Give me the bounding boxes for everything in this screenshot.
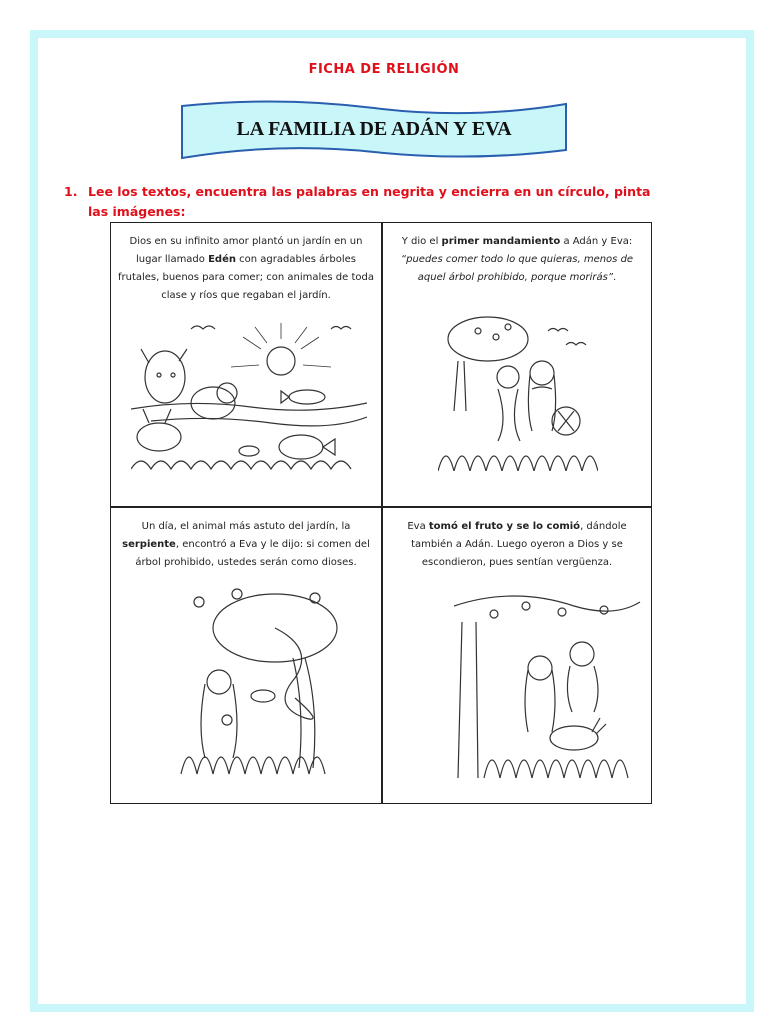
text-segment: Eva (407, 521, 429, 532)
cell-text (117, 233, 375, 305)
adam-eve-tree-illustration (438, 311, 598, 471)
text-segment: , dándole también a Adán. Luego oyeron a Dios y se escondieron, pues sentían vergüenza. (411, 521, 627, 568)
cell-eden (111, 223, 381, 505)
italic-quote: “puedes comer todo lo que quieras, menos de aquel árbol prohibido, porque morirás” (400, 254, 634, 283)
text-segment: Y dio el (401, 236, 442, 247)
instruction-number: 1. (64, 184, 78, 199)
worksheet-subject: FICHA DE RELIGIÓN (308, 62, 460, 77)
instruction-line1: Lee los textos, encuentra las palabras en negrita y encierra en un círculo, pinta (88, 184, 651, 199)
cell-text (388, 518, 646, 572)
instruction (64, 182, 664, 222)
text-segment: a Adán y Eva: (560, 236, 633, 247)
cell-text (117, 518, 375, 572)
text-segment: con agradables árboles frutales, buenos para comer; con animales de toda clase y ríos que regaban el jardín. (117, 254, 375, 301)
activity-grid (110, 222, 652, 804)
text-segment: Un día, el animal más astuto del jardín, la (141, 521, 351, 532)
bold-word: tomó el fruto y se lo comió (428, 521, 581, 532)
title-banner (178, 100, 570, 162)
cell-serpent (111, 508, 381, 790)
bold-word: Edén (208, 254, 236, 265)
eve-serpent-illustration (175, 588, 345, 778)
cell-first-commandment (382, 223, 652, 505)
bold-word: serpiente (122, 539, 176, 550)
worksheet-title: LA FAMILIA DE ADÁN Y EVA (236, 118, 512, 140)
garden-animals-illustration (131, 319, 367, 479)
cell-text (388, 233, 646, 287)
text-segment: Dios en su infinito amor plantó un jardín en un lugar llamado (129, 236, 363, 265)
adam-eve-hiding-illustration (454, 592, 644, 782)
instruction-line2: las imágenes: (88, 204, 186, 219)
text-segment: , encontró a Eva y le dijo: si comen del árbol prohibido, ustedes serán como dioses. (135, 539, 370, 568)
bold-word: primer mandamiento (441, 236, 561, 247)
text-segment: . (613, 272, 617, 283)
cell-fruit-eaten (382, 508, 652, 790)
